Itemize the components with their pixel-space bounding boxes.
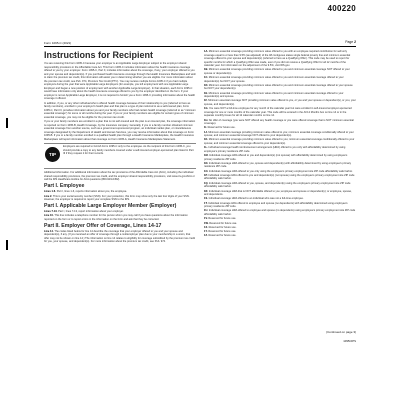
- line-text: Part I, lines 7-13, report information about your employer.: [58, 210, 124, 214]
- code-text: You were NOT a full-time employee for any month of the calendar year but were enrolled in self-insured employer-sponsored coverage for one or more months of the calendar year. This code will be entered in the All 12 Months box on line 14 or in the separate monthly boxes for all 12 calendar months on line 14.: [204, 107, 352, 118]
- margin-mark: [6, 240, 8, 250]
- code-label: 1L.: [204, 146, 208, 150]
- code-label: 1N.: [204, 161, 209, 165]
- code-text: Individual coverage HRA offered to you only using the employee's primary employment site ZIP code affordability safe harbor.: [208, 169, 353, 173]
- tip-icon: TIP: [45, 147, 60, 162]
- code-line-item: [204, 162, 356, 169]
- code-label: 1H.: [204, 118, 209, 122]
- code-line-item: [204, 182, 356, 189]
- code-line-item: [204, 92, 356, 99]
- line-text: Part I, lines 1-6, reports information about you, the employee.: [56, 190, 128, 194]
- code-text: Minimum essential coverage providing minimum value offered to you; minimum essential coverage conditionally offered to your spouse; and minimum essential coverage NOT offered to your dependent(s).: [204, 130, 354, 138]
- section-title-part2: Part II. Employer Offer of Coverage, Lines 14-17: [44, 222, 162, 229]
- document-title: Instructions for Recipient: [44, 50, 154, 60]
- code-text: Minimum essential coverage providing minimum value offered to you and minimum essential coverage offered to your dependent(s) but NOT your spouse.: [204, 76, 344, 83]
- code-text: Minimum essential coverage NOT providing minimum value offered to you, or you and your spouse or dependent(s), or you, your spouse, and dependent(s).: [204, 99, 356, 106]
- code-text: Individual coverage health reimbursement arrangement (HRA) offered to you only with affordability determined by using employee's primary residence ZIP code.: [204, 146, 346, 153]
- page-number: 2: [354, 40, 356, 44]
- code-line-item: [204, 202, 356, 209]
- additional-info: Additional information. For additional information about the tax provisions of the Affordable Care Act (ACA), including the individual shared responsibility provisions, the premium tax credit, and the employer shared responsibility provisions, visit www.irs.gov/ACA or call the IRS Healthcare Hotline for ACA questions (800-919-0452).: [44, 171, 195, 182]
- code-label: 1R.: [204, 189, 209, 193]
- line-item: [44, 214, 196, 221]
- intro-paragraph: In addition, if you, or any other individual who is offered health coverage because of their relationship to you (referred to here as family members), enrolled in your employer's health plan and that plan is a type of plan referred to as a self-insured plan, Form 1095-C, Part III, provides information about you and your family members who had certain health coverage (referred to as "minimum essential coverage") for some or all months during the year. If you or your family members are eligible for certain types of minimum essential coverage, you may not be eligible for the premium tax credit.: [44, 101, 196, 119]
- code-line-item: [204, 197, 356, 201]
- code-text: Individual coverage HRA offered to you, spouse and dependent(s) with affordability determined by using employee's primary residence ZIP code.: [204, 161, 352, 169]
- code-line-item: [204, 138, 356, 145]
- code-text: Reserved for future use.: [208, 217, 237, 221]
- document-code: 1095CIPS: [343, 339, 356, 343]
- line-label: Line 2.: [44, 194, 53, 198]
- line-label: Line 14.: [44, 229, 54, 233]
- code-label: 1B.: [204, 68, 209, 72]
- line-label: Lines 1-6.: [44, 190, 56, 194]
- code-text: Individual coverage HRA offered to you and dependent(s) (not spouse) with affordability determined by using employee's primary residence ZIP code.: [204, 154, 348, 161]
- line-item: [44, 195, 196, 202]
- code-text: Minimum essential coverage providing minimum value offered to you and minimum essential coverage NOT offered to your spouse or dependent(s).: [204, 68, 350, 75]
- code-text: Minimum essential coverage providing minimum value offered to you and minimum essential coverage offered to your dependent(s) and spouse.: [204, 91, 344, 99]
- page-label-text: Page: [345, 40, 354, 44]
- continued-label: (Continued on page 3): [326, 330, 356, 334]
- code-label: 1E.: [204, 91, 208, 95]
- line-label: Line 10.: [44, 214, 54, 218]
- line-text: The codes listed below for line 14 describe the coverage that your employer offered to you and your spouse and dependent(s), if any. (If you received an offer of coverage through a multiemployer plan due to your membership in a union, that offer may not be shown on line 14.) The information on line 14 relates to eligibility for coverage subsidized by the premium tax credit for you, your spouse, and dependent(s). For more information about the premium tax credit, see Pub. 974.: [44, 229, 195, 244]
- page-label: [345, 40, 356, 44]
- code-label: 1G.: [204, 107, 209, 111]
- code-line-item: [204, 99, 356, 106]
- code-label: 1V.: [204, 217, 208, 221]
- code-text: Minimum essential coverage providing minimum value offered to you; minimum essential coverage conditionally offered to your spouse; and minimum essential coverage offered to your dependent(s).: [204, 138, 355, 145]
- code-text: Individual coverage HRA offered to employee and spouse (no dependents) with affordability determined using employee's primary residence ZIP code.: [204, 201, 348, 209]
- code-line-item: [204, 170, 356, 174]
- code-label: 1I.: [204, 126, 207, 130]
- code-text: Individual coverage HRA offered to an individual who was not a full-time employee.: [208, 197, 304, 201]
- right-column: [204, 50, 356, 239]
- line-item: [44, 230, 196, 244]
- code-label: 1S.: [204, 197, 208, 201]
- code-text: Reserved for future use.: [209, 221, 238, 225]
- code-label: 1Z.: [204, 234, 208, 238]
- code-line-item: [204, 131, 356, 138]
- code-line-item: [204, 234, 356, 238]
- code-line-item: [204, 226, 356, 230]
- code-line-item: [204, 209, 356, 216]
- tip-text: Employers are required to furnish Form 1095-C only to the employee. As the recipient of this Form 1095-C, you should provide a copy to any family members covered under a self-insured employer-sponsored plan listed in Part III if they request it for their records.: [63, 145, 194, 156]
- code-label: 1U.: [204, 209, 209, 213]
- code-line-item: [204, 190, 356, 197]
- code-line-item: [204, 154, 356, 161]
- line-text: This line includes a telephone number for the person whom you may call if you have questions about the information reported on the form or to report errors in the information on the form and ask that they be corrected.: [44, 214, 188, 221]
- code-label: 1Q.: [204, 181, 209, 185]
- code-label: 1F.: [204, 99, 208, 103]
- code-label: 1D.: [204, 83, 209, 87]
- form-code: 400220: [327, 4, 356, 13]
- line-item: [44, 190, 196, 194]
- code-text: Minimum essential coverage providing minimum value offered to you and minimum essential coverage offered to your spouse but NOT your dependent(s).: [204, 83, 353, 91]
- code-text: Minimum essential coverage providing minimum value offered to you with an employee required contribution for self-only coverage equal to or less than 9.5% (as adjusted) of the 48 contiguous states single federal poverty line and minimum essential coverage offered to your spouse and dependent(s) (referred to here as a Qualifying Offer). This code may be used to report for specific months for which a Qualifying Offer was made, even if you did not receive a Qualifying Offer for all 12 months of the calendar year. For information on the adjustment of the 9.5%, visit IRS.gov.: [204, 50, 351, 67]
- code-label: 1A.: [204, 50, 209, 53]
- code-line-item: [204, 146, 356, 153]
- code-line-item: [204, 119, 356, 126]
- code-label: 1Y.: [204, 230, 208, 234]
- code-text: Reserved for future use.: [208, 234, 237, 238]
- code-label: 1W.: [204, 221, 209, 225]
- code-line-item: [204, 126, 356, 130]
- code-label: 1J.: [204, 130, 208, 134]
- code-text: Individual coverage HRA offered to you, spouse, and dependent(s) using the employee's primary employment site ZIP code affordability safe harbor.: [204, 181, 351, 189]
- code-label: 1C.: [204, 76, 209, 80]
- code-label: 1O.: [204, 169, 209, 173]
- code-text: Individual coverage HRA that is NOT affordable offered to you; employee and spouse or dependent(s); or employee, spouse, and dependents.: [204, 189, 352, 197]
- code-text: Individual coverage HRA offered to employee and spouse (no dependents) using employee's primary employment site ZIP code affordability safe harbor.: [204, 209, 356, 216]
- code-text: Individual coverage HRA offered to you and dependent(s) (not spouse) using the employee's primary employment site ZIP code affordability safe harbor.: [204, 173, 355, 181]
- margin-mark: [6, 118, 8, 128]
- code-label: 1X.: [204, 225, 208, 229]
- code-line-item: [204, 68, 356, 75]
- code-label: 1K.: [204, 138, 209, 142]
- code-line-item: [204, 50, 356, 68]
- code-label: 1M.: [204, 154, 209, 158]
- header-rule: [44, 46, 356, 47]
- code-line-item: [204, 217, 356, 221]
- code-line-item: [204, 174, 356, 181]
- code-line-item: [204, 84, 356, 91]
- code-line-item: [204, 107, 356, 118]
- code-line-item: [204, 222, 356, 226]
- intro-paragraph: You are receiving this Form 1095-C because your employer is an Applicable Large Employer subject to the employer shared responsibility provisions in the Affordable Care Act. This Form 1095-C includes information about the health insurance coverage offered to you by your employer. Form 1095-C, Part II, includes information about the coverage, if any, your employer offered to you and your spouse and dependent(s). If you purchased health insurance coverage through the Health Insurance Marketplace and wish to claim the premium tax credit, this information will assist you in determining whether you are eligible. For more information about the premium tax credit, see Pub. 974, Premium Tax Credit (PTC). You may receive multiple Forms 1095-C if you had multiple employers during the year that were Applicable Large Employers (for example, you left employment with one Applicable Large Employer and began a new position of employment with another Applicable Large Employer). In that situation, each Form 1095-C would have information only about the health insurance coverage offered to you by the employer identified on the form. If your employer is not an Applicable Large Employer, it is not required to furnish you a Form 1095-C providing information about the health coverage it offered.: [44, 62, 196, 100]
- section-title-part1: Part I. Employee: [44, 183, 85, 190]
- left-column: [44, 50, 196, 245]
- code-label: 1T.: [204, 201, 208, 205]
- line-label: Lines 7-13.: [44, 210, 58, 214]
- section-title-part1-ale: Part I. Applicable Large Employer Member (Employer): [44, 203, 177, 210]
- code-text: Reserved for future use.: [207, 126, 236, 130]
- code-label: 1P.: [204, 173, 208, 177]
- line-text: This is your social security number (SSN). For your protection, this form may show only the last four digits of your SSN. However, the employer is required to report your complete SSN to the IRS.: [44, 194, 190, 202]
- code-text: Reserved for future use.: [208, 230, 237, 234]
- code-line-item: [204, 76, 356, 83]
- code-text: No offer of coverage (you were NOT offered any health coverage or you were offered coverage that is NOT minimum essential coverage).: [204, 118, 354, 126]
- tip-box: [44, 143, 196, 169]
- code-text: Reserved for future use.: [208, 225, 237, 229]
- form-name: Form 1095-C (2021): [44, 41, 72, 45]
- intro-paragraph: If you or your family members are enrolled in a plan that is not self-insured and the plan is an insured plan, the coverage information is reported on Form 1095-B, Health Coverage, by the insurance company. Generally, if you or a family member obtained minimum essential coverage from another source, such as a government-sponsored program, an individual market plan, or miscellaneous coverage designated by the Department of Health and Human Services, you may receive information about that coverage on Form 1095-B. If you or a family member enrolled in a qualified health plan through a Health Insurance Marketplace, the Health Insurance Marketplace will report information about that coverage on Form 1095-A, Health Insurance Marketplace Statement.: [44, 120, 196, 141]
